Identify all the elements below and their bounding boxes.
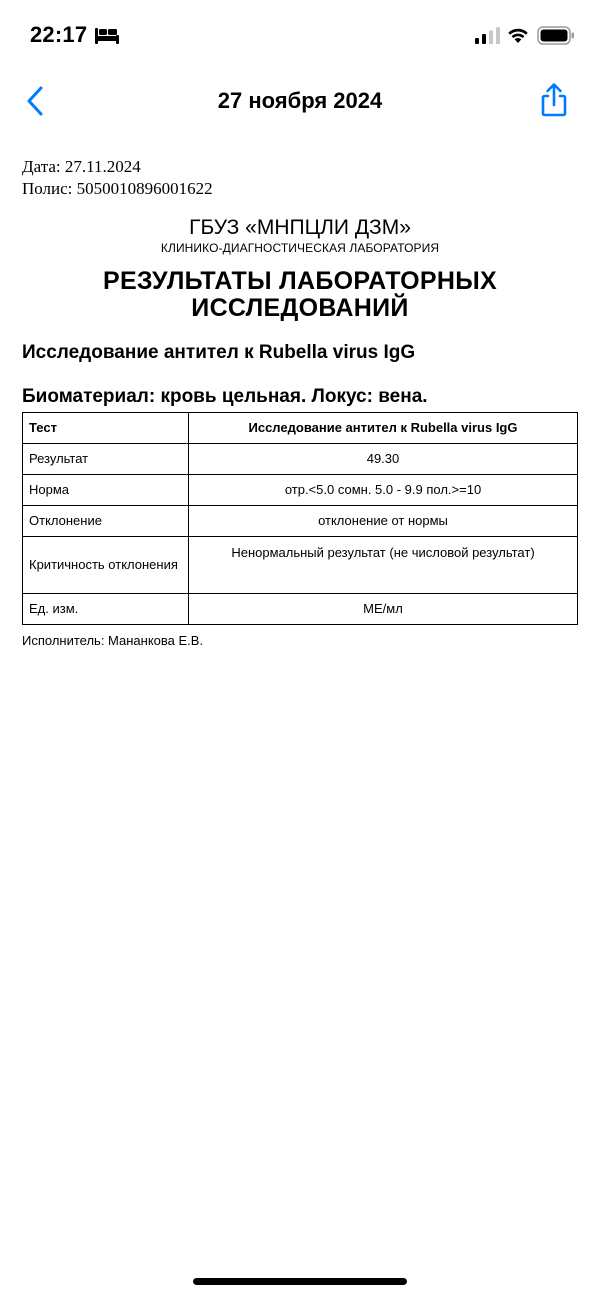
row-value: 49.30	[189, 444, 578, 475]
status-time: 22:17	[30, 22, 88, 47]
nav-bar	[0, 72, 600, 132]
share-button[interactable]	[538, 82, 570, 118]
table-header-row	[23, 413, 578, 444]
table-row	[23, 475, 578, 506]
row-label: Ед. изм.	[23, 594, 189, 625]
date-line: Дата: 27.11.2024	[22, 157, 141, 176]
table-header-label: Тест	[23, 413, 189, 444]
row-value: Ненормальный результат (не числовой результат)	[189, 537, 578, 594]
row-value: МЕ/мл	[189, 594, 578, 625]
biomaterial-info: Биоматериал: кровь цельная. Локус: вена.	[22, 386, 428, 407]
document	[22, 156, 578, 648]
table-row	[23, 594, 578, 625]
battery-icon	[537, 26, 575, 45]
nav-title: 27 ноября 2024	[217, 88, 383, 113]
sleep-bed-icon	[94, 27, 120, 45]
organization-subtitle: КЛИНИКО-ДИАГНОСТИЧЕСКАЯ ЛАБОРАТОРИЯ	[160, 241, 440, 255]
table-row	[23, 537, 578, 594]
policy-line: Полис: 5050010896001622	[22, 179, 213, 198]
table-row	[23, 506, 578, 537]
executor-line: Исполнитель: Мананкова Е.В.	[22, 633, 204, 648]
home-indicator[interactable]	[193, 1278, 407, 1285]
status-bar	[0, 0, 600, 72]
document-title-line1: РЕЗУЛЬТАТЫ ЛАБОРАТОРНЫХ	[102, 267, 497, 295]
document-title-line2: ИССЛЕДОВАНИЙ	[191, 294, 409, 322]
table-row	[23, 444, 578, 475]
back-button[interactable]	[22, 84, 52, 118]
results-table	[22, 412, 578, 625]
row-label: Норма	[23, 475, 189, 506]
row-label: Результат	[23, 444, 189, 475]
row-label: Критичность отклонения	[23, 537, 189, 594]
document-title	[22, 268, 578, 322]
share-icon	[538, 82, 570, 118]
cellular-signal-icon	[474, 27, 500, 44]
row-value: отр.<5.0 сомн. 5.0 - 9.9 пол.>=10	[189, 475, 578, 506]
organization-name: ГБУЗ «МНПЦЛИ ДЗМ»	[189, 216, 411, 239]
row-label: Отклонение	[23, 506, 189, 537]
table-header-value: Исследование антител к Rubella virus IgG	[189, 413, 578, 444]
wifi-icon	[506, 25, 530, 44]
row-value: отклонение от нормы	[189, 506, 578, 537]
chevron-left-icon	[22, 84, 52, 118]
study-name: Исследование антител к Rubella virus IgG	[22, 342, 416, 363]
